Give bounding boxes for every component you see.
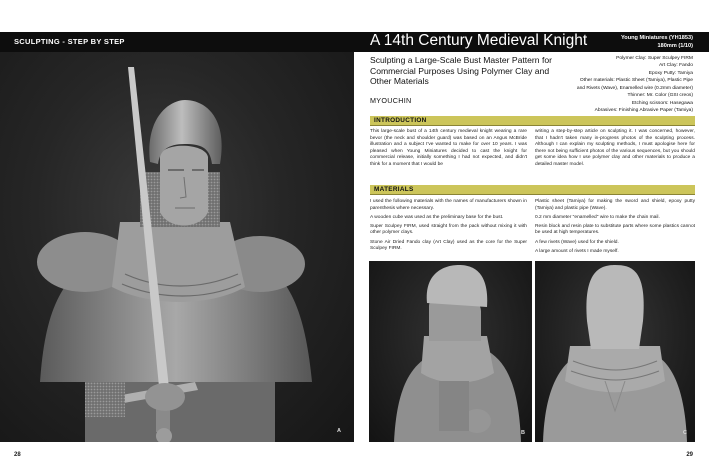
photo-a-knight-bust xyxy=(0,52,354,442)
photo-a-label: A xyxy=(337,428,341,434)
kit-maker: Young Miniatures (YH1853) xyxy=(620,35,693,41)
introduction-col-1 xyxy=(370,129,527,171)
materials-paragraph: Plastic sheet (Tamiya) for making the sword and shield, epoxy putty (Tamiya) and plastic pipe (Wave). xyxy=(535,199,695,211)
materials-paragraph: 0.2 mm diameter "enamelled" wire to make the chain mail. xyxy=(535,214,660,220)
spec-line: Other materials: Plastic Sheet (Tamiya), Plastic Pipe xyxy=(579,78,693,84)
spec-line: Abrasives: Finishing Abrasive Paper (Tamiya) xyxy=(594,108,693,114)
divider xyxy=(370,125,695,126)
spec-line: Thinner: Mr. Color (GSI creos) xyxy=(627,93,693,99)
photo-c-label: C xyxy=(683,430,687,436)
materials-paragraph: A wooden cube was used as the preliminary base for the bust. xyxy=(370,214,504,220)
spec-line: and Rivets (Wave), Enamelled wire (0.2mm diameter) xyxy=(576,85,693,91)
intro-paragraph: writing a step-by-step article on sculpting it. I was concerned, however, that I hadn't taken many in-progress photos of the sculpting process. Although I can explain my sculpting methods, I must apologise here for there not being sufficient photos of the various sequences, but you should get some idea how I use polymer clay and other materials to produce a detailed master model. xyxy=(535,129,695,167)
knight-bust-image xyxy=(0,52,354,442)
materials-paragraph: A large amount of rivets I made myself. xyxy=(535,248,619,254)
materials-heading-band xyxy=(370,185,695,194)
materials-col-1 xyxy=(370,199,527,255)
kit-scale: 180mm (1/10) xyxy=(657,43,693,49)
materials-heading: MATERIALS xyxy=(374,186,414,193)
page-number-left: 28 xyxy=(14,452,21,458)
materials-col-2 xyxy=(535,199,695,258)
spec-line: Epoxy Putty: Tamiya xyxy=(648,70,693,76)
introduction-col-2 xyxy=(535,129,695,171)
intro-paragraph: This large-scale bust of a 14th century medieval knight wearing a rare bevor (the neck and shoulder guard) was based on an Angus McBride illustration and a subject I've wanted to make for over 10 years. I was pleased when Young Miniatures decided to cast the knight for commercial release, initially something I had not expected, and didn't think for a moment that I would be xyxy=(370,129,527,167)
article-title: A 14th Century Medieval Knight xyxy=(370,32,588,49)
materials-paragraph: Stone Air Dried Fando clay (Art Clay) used as the core for the Super Sculpey FIRM. xyxy=(370,239,527,252)
page-number-right: 29 xyxy=(686,452,693,458)
photo-b-side-view xyxy=(369,261,532,442)
materials-spec-list xyxy=(503,55,693,115)
divider xyxy=(370,194,695,195)
materials-paragraph: A few rivets (Wave) used for the shield. xyxy=(535,239,619,245)
introduction-heading-band xyxy=(370,116,695,125)
back-view-image xyxy=(535,261,695,442)
photo-b-label: B xyxy=(521,430,525,436)
author-name: MYOUCHIN xyxy=(370,96,412,105)
spec-line: Polymer Clay: Super Sculpey FIRM xyxy=(616,56,693,61)
spec-line: Art Clay: Fando xyxy=(659,63,693,69)
photo-c-back-view xyxy=(535,261,695,442)
materials-paragraph: Resin block and resin plate to substitute parts where some plastics cannot be used at high temperatures. xyxy=(535,223,695,236)
materials-paragraph: Super Sculpey FIRM, used straight from the pack without mixing it with other polymer clays. xyxy=(370,223,527,236)
section-label: SCULPTING - STEP BY STEP xyxy=(14,37,125,46)
materials-paragraph: I used the following materials with the names of manufacturers shown in parenthesis where necessary. xyxy=(370,199,527,211)
introduction-heading: INTRODUCTION xyxy=(374,117,427,124)
kit-info xyxy=(621,34,693,50)
spec-line: Etching scissors: Hasegawa xyxy=(631,100,693,106)
article-subtitle: Sculpting a Large-Scale Bust Master Pattern for Commercial Purposes Using Polymer Clay and Other Materials xyxy=(370,55,552,86)
side-view-image xyxy=(369,261,532,442)
